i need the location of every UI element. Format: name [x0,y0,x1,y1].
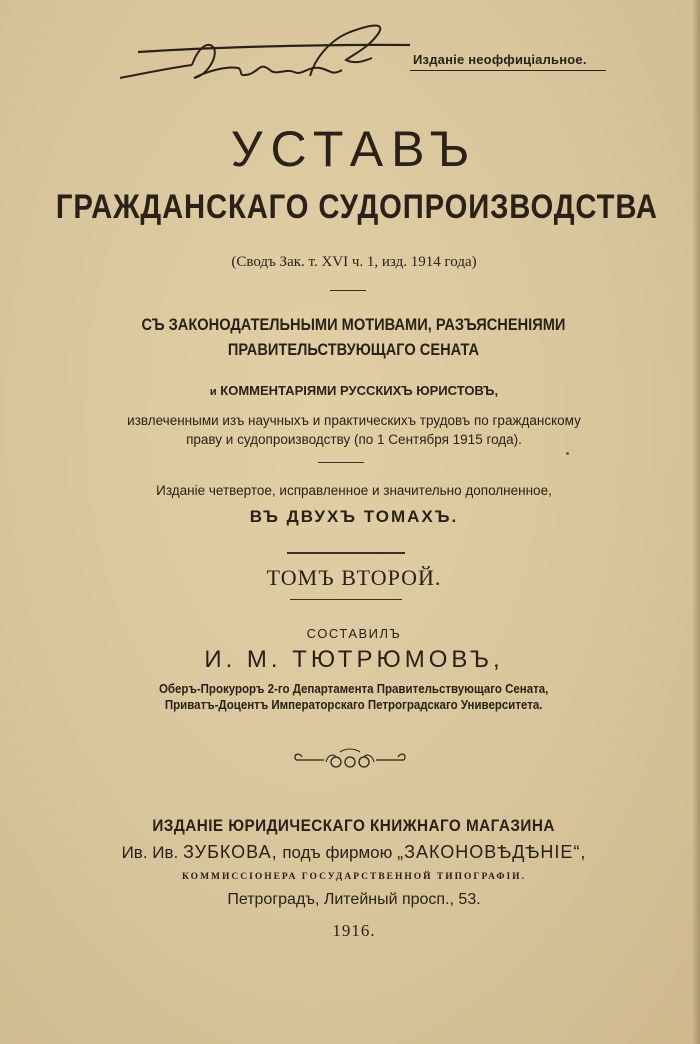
publisher-surname: ЗУБКОВА, [182,842,278,862]
motives-line-2: ПРАВИТЕЛЬСТВУЮЩАГО СЕНАТА [227,340,480,359]
commentary-main: КОММЕНТАРІЯМИ РУССКИХЪ ЮРИСТОВЪ, [220,383,499,398]
volume-rule-top [287,552,405,554]
ornament-icon [280,740,420,780]
ink-speck [566,452,569,455]
publication-year: 1916. [332,921,376,940]
compiled-by-label: СОСТАВИЛЪ [306,626,402,641]
publisher-initials: Ив. Ив. [121,843,179,862]
unofficial-note-underline [410,70,606,71]
publisher-line-2 [0,842,700,863]
book-title: УСТАВЪ [230,121,478,177]
extracted-line-2: праву и судопроизводству (по 1 Сентября 1915 года). [186,432,522,447]
author-position-2: Приватъ-Доцентъ Императорскаго Петроградскаго Университета. [164,698,543,712]
handwritten-signature [110,18,430,98]
volume-rule-bottom [290,599,402,600]
motives-line-1: СЪ ЗАКОНОДАТЕЛЬНЫМИ МОТИВАМИ, РАЗЪЯСНЕНІЯМИ [141,315,566,334]
publisher-address: Петроградъ, Литейный просп., 53. [227,891,481,908]
publisher-firm-name: „ЗАКОНОВѢДѢНІЕ“, [397,842,587,862]
author-name: И. М. ТЮТРЮМОВЪ, [204,646,504,673]
publisher-line-1: ИЗДАНІЕ ЮРИДИЧЕСКАГО КНИЖНАГО МАГАЗИНА [152,816,555,835]
divider-rule [318,462,364,463]
book-subtitle: ГРАЖДАНСКАГО СУДОПРОИЗВОДСТВА [55,188,658,226]
author-position-1: Оберъ-Прокуроръ 2-го Департамента Правительствующаго Сената, [158,682,549,696]
extracted-line-1: извлеченными изъ научныхъ и практическихъ трудовъ по гражданскому [127,413,581,428]
commentary-line [0,383,700,398]
divider-rule [330,290,366,291]
code-reference: (Сводъ Зак. т. XVI ч. 1, изд. 1914 года) [231,254,477,270]
edition-statement: Изданіе четвертое, исправленное и значительно дополненное, [156,483,552,498]
volume-title: ТОМЪ ВТОРОЙ. [266,565,442,590]
commentary-prefix: и [209,386,217,398]
publisher-line-3: КОММИССІОНЕРА ГОСУДАРСТВЕННОЙ ТИПОГРАФІИ. [182,872,526,882]
publisher-firm-label: подъ фирмою [282,843,393,862]
unofficial-edition-note: Изданіе неоффиціальное. [413,52,587,67]
volumes-statement: ВЪ ДВУХЪ ТОМАХЪ. [249,507,459,526]
